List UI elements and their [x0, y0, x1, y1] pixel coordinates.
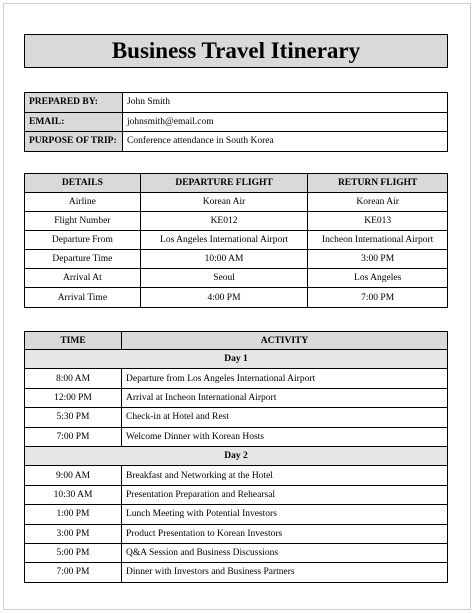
- flight-cell: Departure Time: [25, 250, 141, 269]
- schedule-row: [25, 427, 448, 446]
- flight-cell: Arrival Time: [25, 288, 141, 307]
- schedule-row: [25, 485, 448, 504]
- day-row: [25, 446, 448, 465]
- schedule-time: 8:00 AM: [25, 369, 122, 388]
- schedule-header-row: [25, 332, 448, 350]
- day-label: Day 2: [25, 446, 448, 465]
- flight-cell: Los Angeles: [308, 269, 448, 288]
- info-value: Conference attendance in South Korea: [123, 132, 448, 152]
- info-value: johnsmith@email.com: [123, 112, 448, 132]
- schedule-activity: Departure from Los Angeles International Airport: [122, 369, 448, 388]
- flight-cell: 4:00 PM: [140, 288, 308, 307]
- schedule-header-activity: ACTIVITY: [122, 332, 448, 350]
- flight-table: [24, 173, 448, 308]
- schedule-time: 10:30 AM: [25, 485, 122, 504]
- schedule-row: [25, 408, 448, 427]
- flight-cell: Departure From: [25, 230, 141, 249]
- schedule-activity: Arrival at Incheon International Airport: [122, 388, 448, 407]
- schedule-row: [25, 524, 448, 543]
- schedule-time: 7:00 PM: [25, 563, 122, 582]
- info-label: EMAIL:: [25, 112, 123, 132]
- info-row-prepared-by: [25, 93, 448, 113]
- day-row: [25, 350, 448, 369]
- schedule-activity: Breakfast and Networking at the Hotel: [122, 466, 448, 485]
- flight-cell: Flight Number: [25, 211, 141, 230]
- schedule-activity: Dinner with Investors and Business Partners: [122, 563, 448, 582]
- schedule-time: 1:00 PM: [25, 505, 122, 524]
- flight-cell: Seoul: [140, 269, 308, 288]
- flight-cell: Airline: [25, 192, 141, 211]
- schedule-row: [25, 466, 448, 485]
- flight-cell: Los Angeles International Airport: [140, 230, 308, 249]
- flight-row: [25, 211, 448, 230]
- flight-header-details: DETAILS: [25, 174, 141, 193]
- schedule-time: 9:00 AM: [25, 466, 122, 485]
- flight-header-return: RETURN FLIGHT: [308, 174, 448, 193]
- info-value: John Smith: [123, 93, 448, 113]
- schedule-row: [25, 543, 448, 562]
- flight-cell: Korean Air: [308, 192, 448, 211]
- flight-cell: 7:00 PM: [308, 288, 448, 307]
- schedule-time: 12:00 PM: [25, 388, 122, 407]
- info-label: PREPARED BY:: [25, 93, 123, 113]
- day-label: Day 1: [25, 350, 448, 369]
- flight-row: [25, 192, 448, 211]
- page-title: Business Travel Itinerary: [111, 38, 361, 63]
- flight-cell: KE013: [308, 211, 448, 230]
- schedule-header-time: TIME: [25, 332, 122, 350]
- schedule-row: [25, 388, 448, 407]
- flight-cell: KE012: [140, 211, 308, 230]
- schedule-row: [25, 563, 448, 582]
- flight-cell: Korean Air: [140, 192, 308, 211]
- schedule-time: 7:00 PM: [25, 427, 122, 446]
- schedule-row: [25, 369, 448, 388]
- flight-row: [25, 230, 448, 249]
- trip-info-table: [24, 92, 448, 152]
- flight-cell: Arrival At: [25, 269, 141, 288]
- flight-cell: 10:00 AM: [140, 250, 308, 269]
- schedule-activity: Presentation Preparation and Rehearsal: [122, 485, 448, 504]
- schedule-time: 3:00 PM: [25, 524, 122, 543]
- schedule-table: [24, 331, 448, 583]
- schedule-activity: Q&A Session and Business Discussions: [122, 543, 448, 562]
- info-row-email: [25, 112, 448, 132]
- flight-row: [25, 250, 448, 269]
- flight-row: [25, 269, 448, 288]
- schedule-activity: Check-in at Hotel and Rest: [122, 408, 448, 427]
- schedule-activity: Product Presentation to Korean Investors: [122, 524, 448, 543]
- flight-header-row: [25, 174, 448, 193]
- schedule-activity: Lunch Meeting with Potential Investors: [122, 505, 448, 524]
- schedule-time: 5:00 PM: [25, 543, 122, 562]
- schedule-activity: Welcome Dinner with Korean Hosts: [122, 427, 448, 446]
- flight-header-departure: DEPARTURE FLIGHT: [140, 174, 308, 193]
- flight-cell: 3:00 PM: [308, 250, 448, 269]
- title-box: [24, 34, 448, 68]
- flight-row: [25, 288, 448, 307]
- info-label: PURPOSE OF TRIP:: [25, 132, 123, 152]
- info-row-purpose: [25, 132, 448, 152]
- flight-cell: Incheon International Airport: [308, 230, 448, 249]
- schedule-time: 5:30 PM: [25, 408, 122, 427]
- schedule-row: [25, 505, 448, 524]
